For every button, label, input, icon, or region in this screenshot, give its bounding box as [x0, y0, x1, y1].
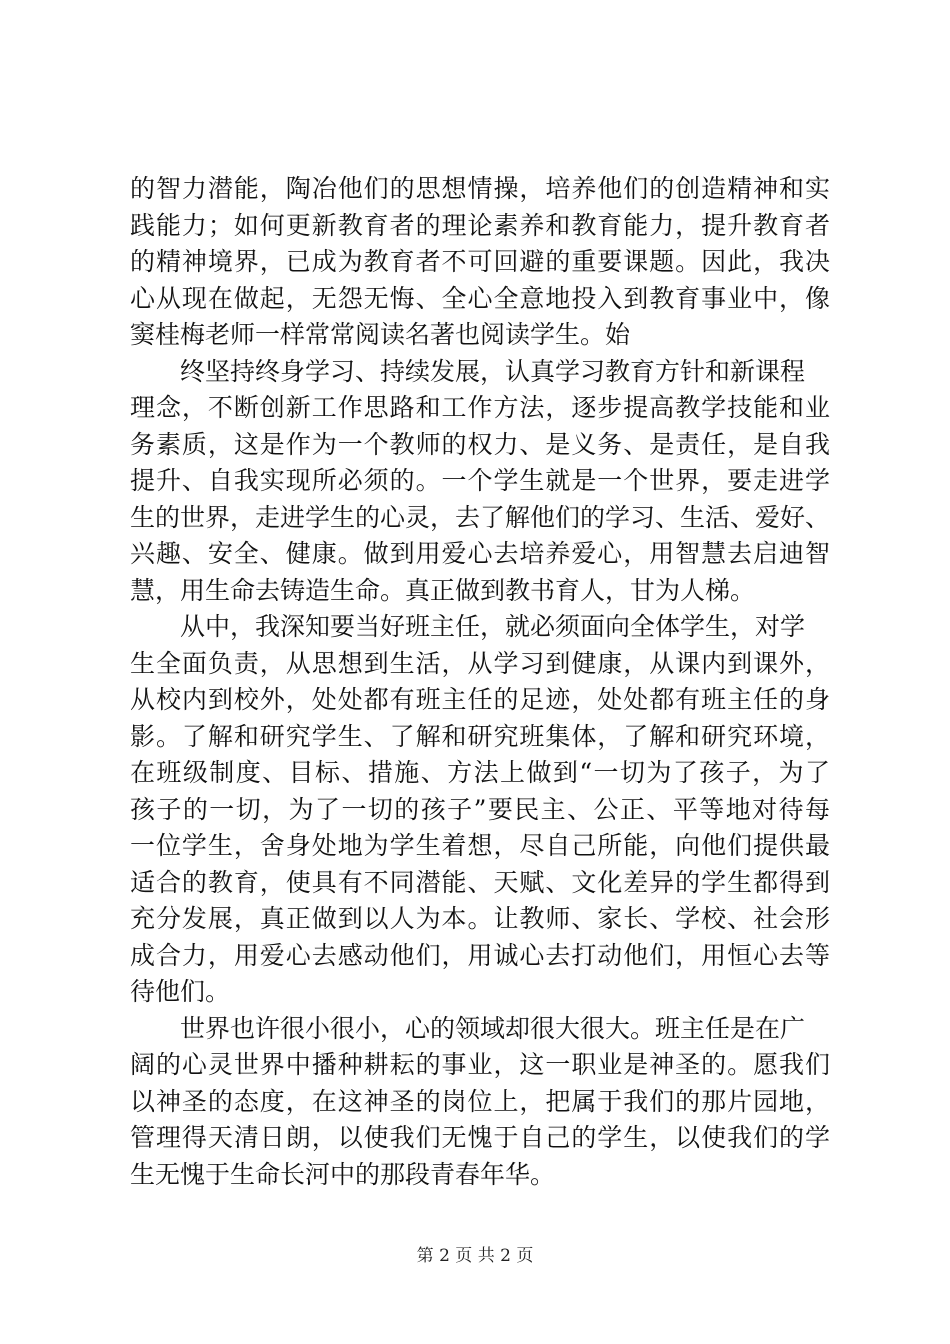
text-line: 慧，用生命去铸造生命。真正做到教书育人，甘为人梯。 [130, 575, 756, 605]
text-line: 兴趣、安全、健康。做到用爱心去培养爱心，用智慧去启迪智 [130, 539, 830, 568]
text-line: 务素质，这是作为一个教师的权力、是义务、是责任，是自我 [130, 429, 830, 459]
text-line: 心从现在做起，无怨无悔、全心全意地投入到教育事业中，像 [130, 283, 830, 313]
text-line: 生全面负责，从思想到生活，从学习到健康，从课内到课外， [130, 648, 830, 678]
text-line: 理念，不断创新工作思路和工作方法，逐步提高教学技能和业 [130, 393, 830, 422]
text-line: 适合的教育，使具有不同潜能、天赋、文化差异的学生都得到 [130, 867, 830, 897]
text-line: 成合力，用爱心去感动他们，用诚心去打动他们，用恒心去等 [130, 940, 830, 970]
text-line: 在班级制度、目标、措施、方法上做到“一切为了孩子，为了 [130, 758, 830, 787]
text-line: 充分发展，真正做到以人为本。让教师、家长、学校、社会形 [130, 904, 830, 933]
text-line: 践能力；如何更新教育者的理论素养和教育能力，提升教育者 [130, 210, 830, 240]
text-line: 从校内到校外，处处都有班主任的足迹，处处都有班主任的身 [130, 685, 830, 714]
page-number-footer: 第 2 页 共 2 页 [416, 1246, 534, 1266]
text-line: 的智力潜能，陶冶他们的思想情操，培养他们的创造精神和实 [130, 174, 830, 203]
text-line: 的精神境界，已成为教育者不可回避的重要课题。因此，我决 [130, 247, 830, 276]
paragraph-first-line: 世界也许很小很小，心的领域却很大很大。班主任是在广 [180, 1013, 806, 1043]
text-line: 阔的心灵世界中播种耕耘的事业，这一职业是神圣的。愿我们 [130, 1050, 830, 1079]
text-line: 生的世界，走进学生的心灵，去了解他们的学习、生活、爱好、 [130, 502, 830, 532]
text-line: 孩子的一切，为了一切的孩子”要民主、公正、平等地对待每 [130, 794, 830, 824]
text-line: 管理得天清日朗，以使我们无愧于自己的学生，以使我们的学 [130, 1123, 830, 1152]
text-line: 以神圣的态度，在这神圣的岗位上，把属于我们的那片园地， [130, 1086, 830, 1116]
text-line: 提升、自我实现所必须的。一个学生就是一个世界，要走进学 [130, 466, 830, 495]
text-line: 待他们。 [130, 977, 231, 1006]
document-body [130, 171, 830, 1193]
text-line: 一位学生，舍身处地为学生着想，尽自己所能，向他们提供最 [130, 831, 830, 860]
text-line: 窦桂梅老师一样常常阅读名著也阅读学生。始 [130, 320, 631, 349]
text-line: 影。了解和研究学生、了解和研究班集体，了解和研究环境， [130, 721, 830, 751]
paragraph-first-line: 从中，我深知要当好班主任，就必须面向全体学生，对学 [180, 612, 806, 641]
paragraph-first-line: 终坚持终身学习、持续发展，认真学习教育方针和新课程 [180, 356, 806, 386]
text-line: 生无愧于生命长河中的那段青春年华。 [130, 1159, 556, 1189]
